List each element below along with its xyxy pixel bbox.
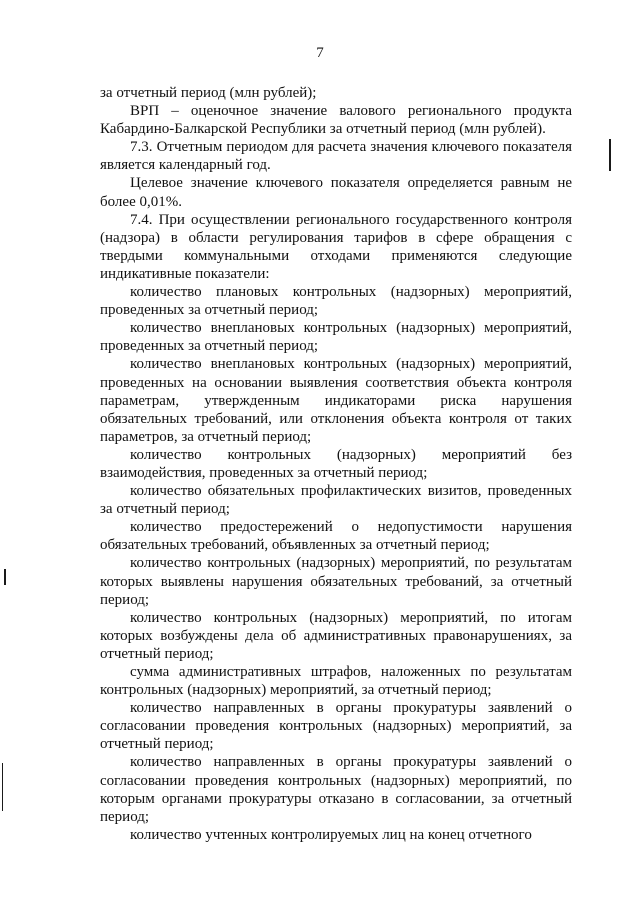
paragraph: количество предостережений о недопустимости нарушения обязательных требований, объявленных за отчетный период; bbox=[100, 519, 572, 554]
scan-artifact-mark bbox=[2, 763, 3, 811]
page-number: 7 bbox=[316, 45, 324, 61]
paragraph: 7.3. Отчетным периодом для расчета значения ключевого показателя является календарный год. bbox=[100, 139, 572, 174]
paragraph: количество направленных в органы прокуратуры заявлений о согласовании проведения контрольных (надзорных) мероприятий, за отчетный период; bbox=[100, 700, 572, 753]
paragraph: количество обязательных профилактических визитов, проведенных за отчетный период; bbox=[100, 483, 572, 518]
paragraph: количество контрольных (надзорных) мероприятий, по итогам которых возбуждены дела об административных правонарушениях, за отчетный период; bbox=[100, 609, 572, 662]
paragraph: количество плановых контрольных (надзорных) мероприятий, проведенных за отчетный период; bbox=[100, 284, 572, 319]
paragraph: количество контрольных (надзорных) мероприятий, по результатам которых выявлены нарушения обязательных требований, за отчетный период; bbox=[100, 555, 572, 608]
scan-artifact-mark bbox=[4, 569, 6, 585]
paragraph: количество учтенных контролируемых лиц на конец отчетного bbox=[130, 826, 532, 843]
paragraph: ВРП – оценочное значение валового регионального продукта Кабардино-Балкарской Республики за отчетный период (млн рублей). bbox=[100, 103, 572, 138]
scan-artifact-mark bbox=[609, 139, 611, 171]
paragraph: количество внеплановых контрольных (надзорных) мероприятий, проведенных за отчетный период; bbox=[100, 320, 572, 355]
paragraph: количество контрольных (надзорных) мероприятий без взаимодействия, проведенных за отчетный период; bbox=[100, 446, 572, 481]
paragraph: Целевое значение ключевого показателя определяется равным не более 0,01%. bbox=[100, 175, 572, 210]
paragraph: количество внеплановых контрольных (надзорных) мероприятий, проведенных на основании выявления соответствия объекта контроля параметрам, утвержденным индикаторами риска нарушения обязательных требований, или отклонения объекта контроля от таких параметров, за отчетный период; bbox=[100, 356, 572, 445]
paragraph: количество направленных в органы прокуратуры заявлений о согласовании проведения контрольных (надзорных) мероприятий, по которым органами прокуратуры отказано в согласовании, за отчетный период; bbox=[100, 754, 572, 825]
paragraph: сумма административных штрафов, наложенных по результатам контрольных (надзорных) мероприятий, за отчетный период; bbox=[100, 664, 572, 699]
document-body bbox=[100, 84, 572, 844]
paragraph: за отчетный период (млн рублей); bbox=[100, 85, 317, 101]
paragraph: 7.4. При осуществлении регионального государственного контроля (надзора) в области регулирования тарифов в сфере обращения с твердыми коммунальными отходами применяются следующие индикативные показатели: bbox=[100, 211, 572, 282]
